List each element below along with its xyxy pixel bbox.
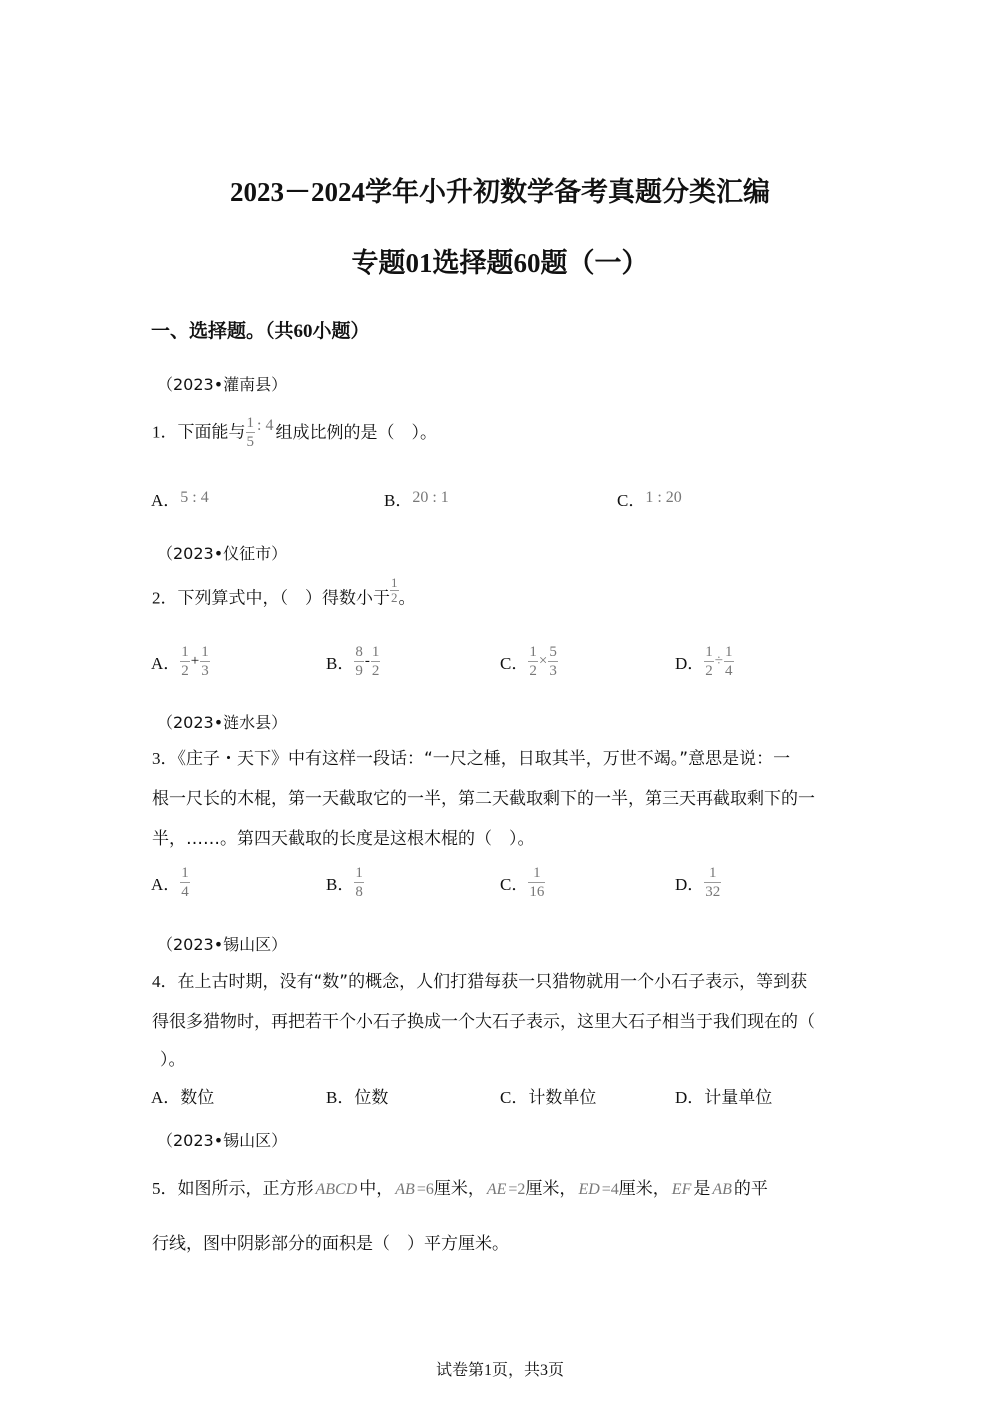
- question-5-line-1: 5．如图所示，正方形 ABCD 中， AB =6厘米， AE =2厘米， ED =4厘米， EF 是 AB 的平: [152, 1179, 768, 1199]
- question-4-option-a[interactable]: A．数位: [151, 1088, 215, 1108]
- question-3-line-3: 半，……。第四天截取的长度是这根木棍的（ ）。: [152, 829, 535, 849]
- question-2-text-a: 下列算式中，（ ）得数小于: [177, 588, 390, 609]
- question-2-source: （2023•仪征市）: [157, 544, 288, 563]
- question-3-option-b[interactable]: B． $\frac{1}{8}$: [326, 865, 363, 900]
- question-2-text-b: 。: [398, 588, 416, 609]
- question-3-source: （2023•涟水县）: [157, 713, 288, 732]
- question-4-line-1: 4．在上古时期，没有“数”的概念，人们打猎每获一只猎物就用一个小石子表示，等到获: [152, 972, 808, 992]
- question-1-text-b: 组成比例的是（ ）。: [275, 422, 437, 443]
- question-2-fraction: $\frac{1}{2}$: [391, 575, 398, 605]
- section-heading: 一、选择题。（共60小题）: [151, 321, 370, 342]
- question-1-ratio: : 4: [257, 416, 274, 434]
- question-2-option-c[interactable]: C． $\frac{1}{2}$ × $\frac{5}{3}$: [500, 644, 557, 679]
- question-1-text-a: 下面能与: [177, 422, 246, 443]
- question-3-line-1: 3．《庄子・天下》中有这样一段话：“一尺之棰，日取其半，万世不竭。”意思是说：一: [152, 749, 791, 769]
- question-1-fraction: $\frac{1}{5}$: [246, 415, 254, 450]
- question-3-option-a[interactable]: A． $\frac{1}{4}$: [151, 865, 189, 900]
- question-4-option-d[interactable]: D．计量单位: [675, 1088, 773, 1108]
- question-3-option-c[interactable]: C． $\frac{1}{16}$: [500, 865, 545, 900]
- question-4-number: 4．: [152, 972, 178, 991]
- question-3-number: 3．: [152, 749, 178, 768]
- question-1-stem: [152, 414, 437, 451]
- page-footer: 试卷第1页，共3页: [435, 1362, 564, 1379]
- question-1-option-c[interactable]: C．1 : 20: [617, 489, 682, 510]
- question-3-line-2: 根一尺长的木棍，第一天截取它的一半，第二天截取剩下的一半，第三天再截取剩下的一: [152, 789, 815, 809]
- question-4-option-c[interactable]: C．计数单位: [500, 1088, 597, 1108]
- question-1-option-b[interactable]: B．20 : 1: [384, 489, 449, 510]
- document-subtitle: 专题01选择题60题（一）: [351, 248, 649, 278]
- question-5-source: （2023•锡山区）: [157, 1131, 288, 1150]
- question-1-number: 1．: [152, 422, 178, 442]
- question-4-source: （2023•锡山区）: [157, 935, 288, 954]
- question-4-option-b[interactable]: B．位数: [326, 1088, 389, 1108]
- question-4-line-2: 得很多猎物时，再把若干个小石子换成一个大石子表示，这里大石子相当于我们现在的（: [152, 1012, 815, 1032]
- question-2-number: 2．: [152, 588, 178, 608]
- question-2-option-a[interactable]: A． $\frac{1}{2}$ + $\frac{1}{3}$: [151, 644, 209, 679]
- question-2-option-d[interactable]: D． $\frac{1}{2}$ ÷ $\frac{1}{4}$: [675, 644, 733, 679]
- document-title: 2023－2024学年小升初数学备考真题分类汇编: [230, 177, 770, 207]
- question-1-source: （2023•灌南县）: [157, 375, 288, 394]
- question-5-number: 5．: [152, 1179, 178, 1198]
- question-2-stem: [152, 576, 416, 609]
- question-3-option-d[interactable]: D． $\frac{1}{32}$: [675, 865, 721, 900]
- question-1-option-a[interactable]: A．5 : 4: [151, 489, 209, 510]
- question-5-line-2: 行线，图中阴影部分的面积是（ ）平方厘米。: [152, 1234, 509, 1254]
- question-2-option-b[interactable]: B． $\frac{8}{9}$ - $\frac{1}{2}$: [326, 644, 380, 679]
- question-4-line-3: ）。: [160, 1050, 186, 1070]
